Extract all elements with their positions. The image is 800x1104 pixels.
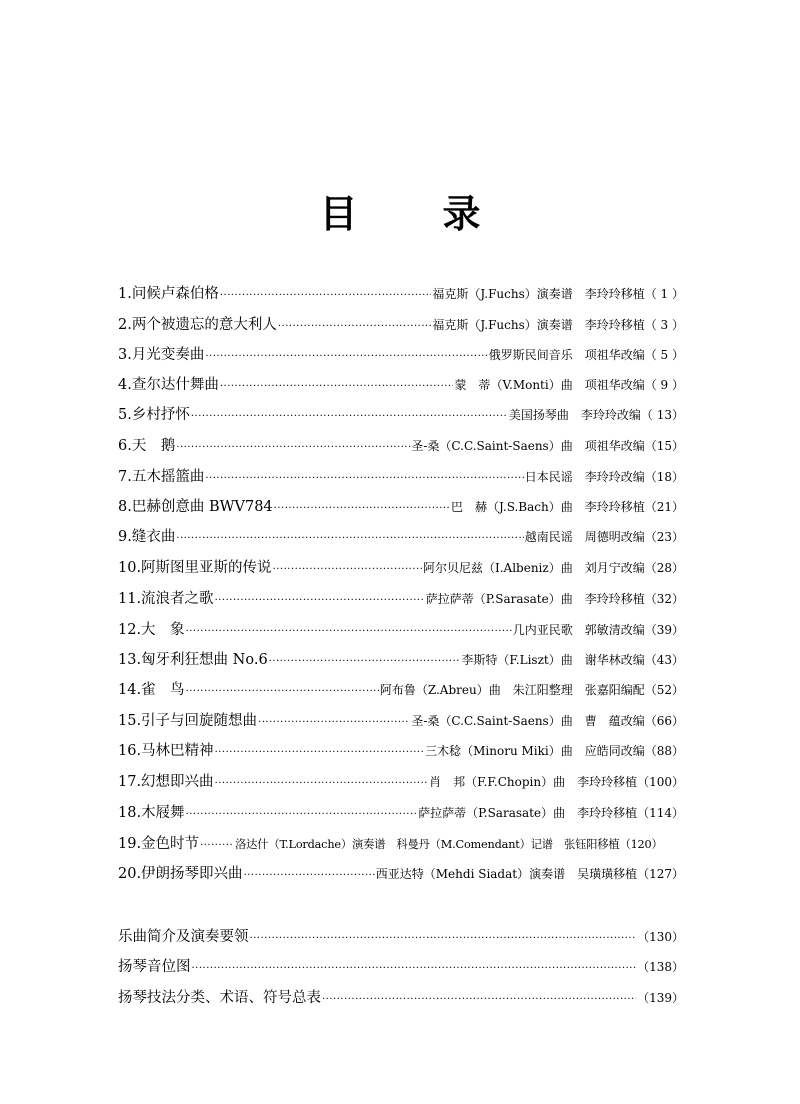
entry-credit: 萨拉萨蒂（P.Sarasate）曲 李玲玲移植（32） xyxy=(425,592,684,606)
entry-credit: 萨拉萨蒂（P.Sarasate）曲 李玲玲移植（114） xyxy=(418,806,684,820)
toc-entry[interactable] xyxy=(118,620,684,640)
toc-entry[interactable] xyxy=(118,711,684,731)
dot-leader xyxy=(205,347,487,367)
entry-credit: 肖 邦（F.F.Chopin）曲 李玲玲移植（100） xyxy=(429,775,684,789)
toc-entry[interactable] xyxy=(118,589,684,609)
toc-entry[interactable] xyxy=(118,650,684,670)
entry-credit: 巴 赫（J.S.Bach）曲 李玲玲移植（21） xyxy=(451,500,684,514)
toc-entry[interactable] xyxy=(118,467,684,487)
dot-leader xyxy=(220,377,454,397)
entry-title: 20.伊朗扬琴即兴曲 xyxy=(118,866,243,882)
dot-leader xyxy=(186,622,512,642)
dot-leader xyxy=(274,499,450,519)
entry-title: 9.缝衣曲 xyxy=(118,529,176,545)
appendix-page: （139） xyxy=(637,991,684,1005)
toc-entry[interactable] xyxy=(118,834,684,854)
entry-credit: 美国扬琴曲 李玲玲改编（ 13） xyxy=(508,408,684,422)
toc-entry[interactable] xyxy=(118,772,684,792)
toc-entry[interactable] xyxy=(118,497,684,517)
toc-entry[interactable] xyxy=(118,345,684,365)
entry-title: 17.幻想即兴曲 xyxy=(118,774,214,790)
dot-leader xyxy=(322,990,636,1010)
appendix-entry[interactable] xyxy=(118,988,684,1008)
toc-entry[interactable] xyxy=(118,741,684,761)
entry-credit: 几内亚民歌 郭敏清改编（39） xyxy=(512,623,684,637)
entry-title: 4.查尔达什舞曲 xyxy=(118,377,219,393)
entry-title: 14.雀 鸟 xyxy=(118,682,185,698)
toc-entry[interactable] xyxy=(118,803,684,823)
entry-credit: 阿尔贝尼兹（I.Albeniz）曲 刘月宁改编（28） xyxy=(422,561,684,575)
entry-title: 18.木屐舞 xyxy=(118,805,185,821)
toc-entry[interactable] xyxy=(118,315,684,335)
entry-title: 15.引子与回旋随想曲 xyxy=(118,713,258,729)
entry-credit: 日本民谣 李玲玲改编（18） xyxy=(524,470,684,484)
dot-leader xyxy=(278,317,432,337)
appendix-title: 乐曲简介及演奏要领 xyxy=(118,929,249,945)
entry-title: 3.月光变奏曲 xyxy=(118,347,205,363)
entry-title: 11.流浪者之歌 xyxy=(118,591,214,607)
appendix-title: 扬琴音位图 xyxy=(118,959,191,975)
entry-title: 8.巴赫创意曲 BWV784 xyxy=(118,499,273,515)
title-char-2: 录 xyxy=(442,192,481,236)
entry-credit: 越南民谣 周德明改编（23） xyxy=(524,530,684,544)
entry-title: 19.金色时节 xyxy=(118,836,200,852)
dot-leader xyxy=(250,929,637,949)
entry-title: 6.天 鹅 xyxy=(118,438,176,454)
dot-leader xyxy=(269,652,461,672)
toc-entry[interactable] xyxy=(118,436,684,456)
dot-leader xyxy=(215,743,425,763)
entry-title: 13.匈牙利狂想曲 No.6 xyxy=(118,652,268,668)
entry-title: 2.两个被遗忘的意大利人 xyxy=(118,317,277,333)
dot-leader xyxy=(258,713,410,733)
entry-credit: 蒙 蒂（V.Monti）曲 项祖华改编（ 9 ） xyxy=(454,378,684,392)
entry-credit: 福克斯（J.Fuchs）演奏谱 李玲玲移植（ 1 ） xyxy=(432,287,684,301)
page-title xyxy=(0,183,800,238)
entry-title: 10.阿斯图里亚斯的传说 xyxy=(118,560,272,576)
dot-leader xyxy=(205,469,523,489)
dot-leader xyxy=(215,774,429,794)
toc-entry[interactable] xyxy=(118,680,684,700)
toc-entry[interactable] xyxy=(118,527,684,547)
dot-leader xyxy=(215,591,425,611)
appendix-title: 扬琴技法分类、术语、符号总表 xyxy=(118,990,321,1006)
entry-title: 16.马林巴精神 xyxy=(118,743,214,759)
entry-credit: 西亚达特（Mehdi Siadat）演奏谱 吴璜璜移植（127） xyxy=(375,867,684,881)
entry-title: 5.乡村抒怀 xyxy=(118,407,190,423)
toc-entry[interactable] xyxy=(118,375,684,395)
dot-leader xyxy=(273,560,422,580)
toc-entry[interactable] xyxy=(118,284,684,304)
dot-leader xyxy=(176,438,410,458)
toc-entry[interactable] xyxy=(118,405,684,425)
entry-credit: 圣-桑（C.C.Saint-Saens）曲 曹 蕴改编（66） xyxy=(411,714,684,728)
dot-leader xyxy=(186,805,418,825)
entry-title: 12.大 象 xyxy=(118,622,185,638)
appendix-page: （130） xyxy=(637,930,684,944)
dot-leader xyxy=(191,407,508,427)
entry-credit: 阿布鲁（Z.Abreu）曲 朱江阳整理 张嘉阳编配（52） xyxy=(379,683,684,697)
entry-title: 1.问候卢森伯格 xyxy=(118,286,219,302)
entry-credit: 洛达什（T.Lordache）演奏谱 科曼丹（M.Comendant）记谱 张钰阳移植（120） xyxy=(235,838,663,851)
dot-leader xyxy=(200,836,234,856)
entry-credit: 福克斯（J.Fuchs）演奏谱 李玲玲移植（ 3 ） xyxy=(432,318,684,332)
dot-leader xyxy=(176,529,523,549)
toc-entry[interactable] xyxy=(118,558,684,578)
toc-entry[interactable] xyxy=(118,864,684,884)
entry-title: 7.五木摇篮曲 xyxy=(118,469,205,485)
entry-credit: 三木稔（Minoru Miki）曲 应皓同改编（88） xyxy=(425,744,684,758)
appendix-entry[interactable] xyxy=(118,957,684,977)
entry-credit: 俄罗斯民间音乐 项祖华改编（ 5 ） xyxy=(488,348,684,362)
appendix-entry[interactable] xyxy=(118,927,684,947)
appendix-page: （138） xyxy=(637,960,684,974)
entry-credit: 圣-桑（C.C.Saint-Saens）曲 项祖华改编（15） xyxy=(411,439,684,453)
entry-credit: 李斯特（F.Liszt）曲 谢华林改编（43） xyxy=(461,653,684,667)
dot-leader xyxy=(244,866,375,886)
dot-leader xyxy=(220,286,432,306)
dot-leader xyxy=(192,959,637,979)
dot-leader xyxy=(186,682,379,702)
title-char-1: 目 xyxy=(319,192,358,236)
